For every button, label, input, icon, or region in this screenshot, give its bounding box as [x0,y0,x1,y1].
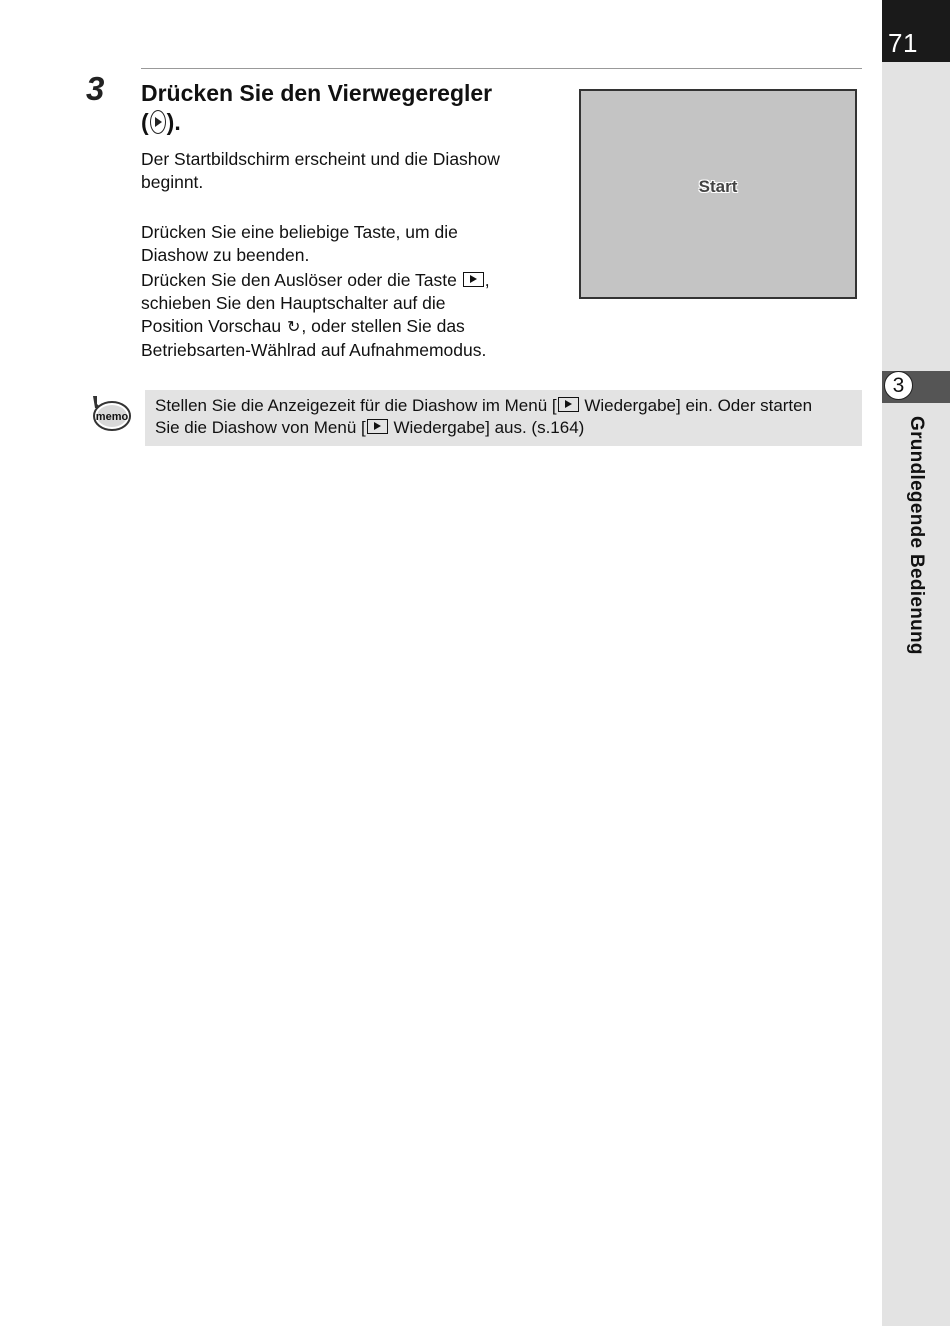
step-title-close: ). [166,109,181,135]
step-title-open: ( [141,109,149,135]
step-title [141,79,561,137]
memo-line2-post: Wiedergabe] aus. (s.164) [388,418,585,437]
p3-line2: schieben Sie den Hauptschalter auf die [141,293,446,313]
p1-line1: Der Startbildschirm erscheint und die Diashow [141,149,500,169]
chapter-number: 3 [884,371,913,400]
step-number: 3 [86,70,104,107]
paragraph-start-screen [141,148,500,194]
p3-line1-post: , [484,270,490,290]
chapter-title: Grundlegende Bedienung [906,416,927,655]
playback-menu-icon [558,397,579,412]
p3-line3-post: , oder stellen Sie das [301,316,465,336]
playback-icon [463,272,484,287]
p3-line3-pre: Position Vorschau [141,316,282,336]
p3-line4: Betriebsarten-Wählrad auf Aufnahmemodus. [141,340,487,360]
header-rule [141,68,862,69]
memo-icon-label: memo [95,411,129,423]
memo-line1-post: Wiedergabe] ein. Oder starten [579,396,813,415]
p1-line2: beginnt. [141,172,204,192]
page-number: 71 [888,28,918,58]
camera-screen-illustration [579,89,857,299]
paragraph-end-slideshow [141,221,458,267]
p3-line1-pre: Drücken Sie den Auslöser oder die Taste [141,270,457,290]
chapter-sidebar [882,0,950,1326]
four-way-controller-right-icon [150,110,166,134]
screen-start-label: Start [698,177,738,196]
step-title-line1: Drücken Sie den Vierwegeregler [141,80,493,106]
playback-menu-icon-2 [367,419,388,434]
p2-line2: Diashow zu beenden. [141,245,310,265]
p2-line1: Drücken Sie eine beliebige Taste, um die [141,222,458,242]
preview-cycle-icon: ↻ [286,319,301,336]
memo-line2-pre: Sie die Diashow von Menü [ [155,418,366,437]
memo-line1-pre: Stellen Sie die Anzeigezeit für die Diashow im Menü [ [155,396,557,415]
memo-note [145,390,862,446]
paragraph-exit-options [141,269,490,362]
memo-icon [89,394,133,434]
